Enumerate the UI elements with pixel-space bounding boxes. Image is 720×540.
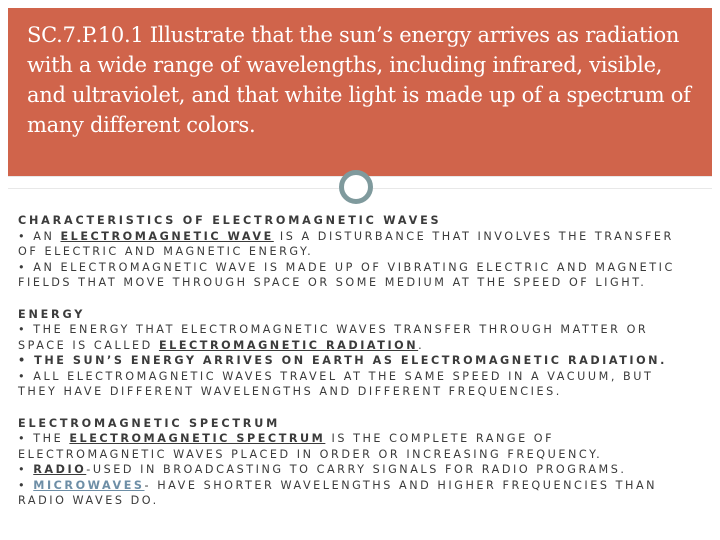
bullet	[18, 229, 698, 260]
key-term: RADIO	[33, 463, 87, 476]
section-heading: ENERGY	[18, 307, 86, 321]
bullet: • THE SUN’S ENERGY ARRIVES ON EARTH AS ELECTROMAGNETIC RADIATION.	[18, 354, 667, 367]
divider-ring-ornament	[339, 170, 373, 204]
slide-body	[18, 213, 698, 525]
key-term: ELECTROMAGNETIC WAVE	[60, 229, 274, 243]
bullet-text: • AN	[18, 229, 61, 243]
key-term: ELECTROMAGNETIC SPECTRUM	[69, 432, 326, 445]
bullet-text: IS THE COMPLETE RANGE OF ELECTROMAGNETIC WAVES PLACED IN ORDER OR INCREASING FREQUENCY.	[18, 432, 603, 461]
bullet: • AN ELECTROMAGNETIC WAVE IS MADE UP OF VIBRATING ELECTRIC AND MAGNETIC FIELDS THAT MOVE THROUGH SPACE OR SOME MEDIUM AT THE SPEED OF LIGHT.	[18, 260, 675, 289]
ring-center	[348, 179, 364, 195]
bullet: • ALL ELECTROMAGNETIC WAVES TRAVEL AT THE SAME SPEED IN A VACUUM, BUT THEY HAVE DIFFERENT WAVELENGTHS AND DIFFERENT FREQUENCIES.	[18, 369, 654, 398]
slide-title: SC.7.P.10.1 Illustrate that the sun’s energy arrives as radiation with a wide range of wavelengths, including infrared, visible, and ultraviolet, and that white light is made up of a spectrum of many different colors.	[27, 23, 691, 137]
bullet-text: • THE ENERGY THAT ELECTROMAGNETIC WAVES TRANSFER THROUGH MATTER OR SPACE IS CALLED	[18, 323, 649, 352]
section-heading: CHARACTERISTICS OF ELECTROMAGNETIC WAVES	[18, 214, 442, 227]
bullet-text: IS A DISTURBANCE THAT INVOLVES THE TRANSFER OF ELECTRIC AND MAGNETIC ENERGY.	[18, 229, 674, 258]
section-spectrum	[18, 416, 698, 509]
bullet	[18, 431, 698, 462]
key-term: ELECTROMAGNETIC RADIATION	[158, 338, 419, 352]
section-heading: ELECTROMAGNETIC SPECTRUM	[18, 416, 281, 430]
bullet: • MICROWAVES- HAVE SHORTER WAVELENGTHS AND HIGHER FREQUENCIES THAN RADIO WAVES DO.	[18, 478, 658, 507]
key-term: MICROWAVES	[33, 478, 145, 492]
title-band	[8, 8, 712, 176]
section-characteristics	[18, 213, 698, 291]
bullet	[18, 322, 698, 353]
section-energy	[18, 307, 698, 400]
bullet-text: -USED IN BROADCASTING TO CARRY SIGNALS FOR RADIO PROGRAMS.	[86, 463, 627, 476]
bullet-text: • THE	[18, 432, 70, 445]
bullet-text: - HAVE SHORTER WAVELENGTHS AND HIGHER FREQUENCIES THAN RADIO WAVES DO.	[18, 478, 658, 507]
bullet-text: .	[418, 338, 425, 352]
bullet: • RADIO-USED IN BROADCASTING TO CARRY SIGNALS FOR RADIO PROGRAMS.	[18, 463, 627, 476]
